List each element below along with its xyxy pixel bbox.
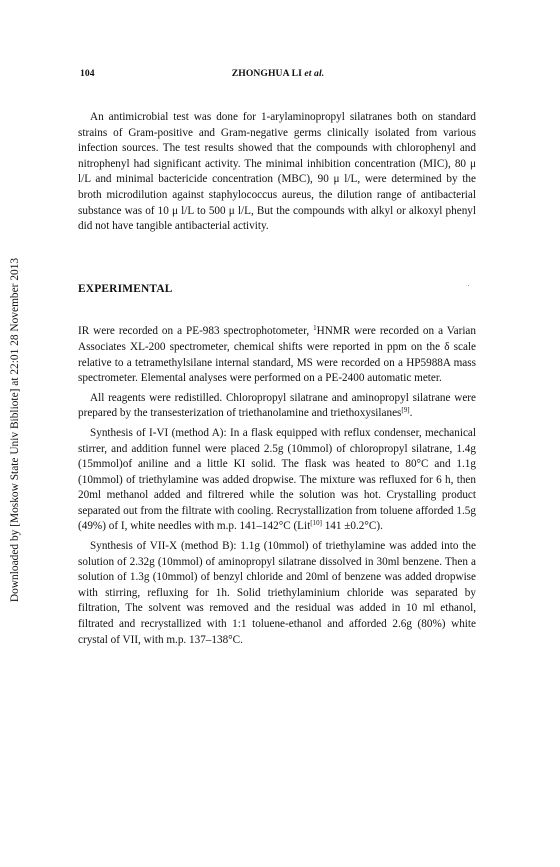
paragraph-instruments <box>78 324 476 386</box>
paragraph-reagents-text-a: All reagents were redistilled. Chloropropyl silatrane and aminopropyl silatrane were prepared by the transesterization of triethanolamine and triethoxysilanes <box>78 391 476 420</box>
running-head <box>80 68 476 79</box>
paragraph-reagents <box>78 391 476 422</box>
paragraph-instruments-text-a: IR were recorded on a PE-983 spectrophotometer, <box>78 325 314 338</box>
running-head-etal: et al. <box>304 68 325 79</box>
paragraph-method-b: Synthesis of VII-X (method B): 1.1g (10mmol) of triethylamine was added into the solution of 2.32g (10mmol) of aminopropyl silatrane dissolved in 30ml benzene. Then a solution of 1.3g (10mmol) of benzyl chloride and 20ml of benzene was added dropwise with stirring, refluxing for 1h. Solid triethylaminium chloride was separated by filtration, The solvent was removed and the residual was added in 10 ml ethanol, filtrated and recrystallized with 1:1 toluene-ethanol and afforded 2.6g (80%) white crystal of VII, with m.p. 137–138°C. <box>78 540 476 646</box>
paragraph-method-a-text-a: Synthesis of I-VI (method A): In a flask equipped with reflux condenser, mechanical stirrer, and addition funnel were placed 2.5g (10mmol) of chloropropyl silatrane, 1.4g (15mmol)of aniline and a little KI solid. The flask was heated to 80°C and 1.1g (10mmol) of triethylamine was added dropwise. The mixture was refluxed for 6 h, then 20ml methanol added and filtrered while the solution was hot. Crystalling product separated out from the filtrate with cooling. Recrystallization from toluene afforded 1.5g (49%) of I, white needles with m.p. 141–142°C (Lit <box>78 426 476 533</box>
paragraph-instruments-text-b: HNMR were recorded on a Varian Associates XL-200 spectrometer, chemical shifts were reported in ppm on the δ scale relative to a tetramethylsilane internal standard, MS were recorded on a HP5988A mass spectrometer. Elemental analyses were performed on a PE-2400 automatic meter. <box>78 325 476 385</box>
paragraph-method-a <box>78 426 476 535</box>
article-body <box>78 110 476 648</box>
paragraph-antimicrobial: An antimicrobial test was done for 1-arylaminopropyl silatranes both on standard strains of Gram-positive and Gram-negative germs clinically isolated from various infection sources. The test results showed that the compounds with chlorophenyl and nitrophenyl had significant activity. The minimal inhibition concentration (MIC), 80 μ l/L and minimal bactericide concentration (MBC), 90 μ l/L, were determined by the broth microdilution against staphylococcus aureus, the dilution range of antibacterial substance was of 10 μ l/L to 500 μ l/L, But the compounds with alkyl or alkoxyl phenyl did not have tangible antibacterial activity. <box>78 111 476 233</box>
running-head-authors: ZHONGHUA LI <box>231 68 305 79</box>
section-heading-experimental: EXPERIMENTAL <box>78 282 173 295</box>
download-note: Downloaded by [Moskow State Univ Bibliote] at 22:01 28 November 2013 <box>9 257 21 603</box>
citation-9: [9] <box>401 406 410 415</box>
paragraph-reagents-text-b: . <box>409 407 413 420</box>
running-header <box>80 68 476 82</box>
superscript-1: 1 <box>313 324 317 333</box>
paragraph-method-a-text-b: 141 ±0.2°C). <box>321 520 383 533</box>
citation-10: [10] <box>310 519 322 528</box>
scan-speck <box>468 285 469 286</box>
page-number: 104 <box>80 68 95 79</box>
download-watermark <box>6 110 24 750</box>
